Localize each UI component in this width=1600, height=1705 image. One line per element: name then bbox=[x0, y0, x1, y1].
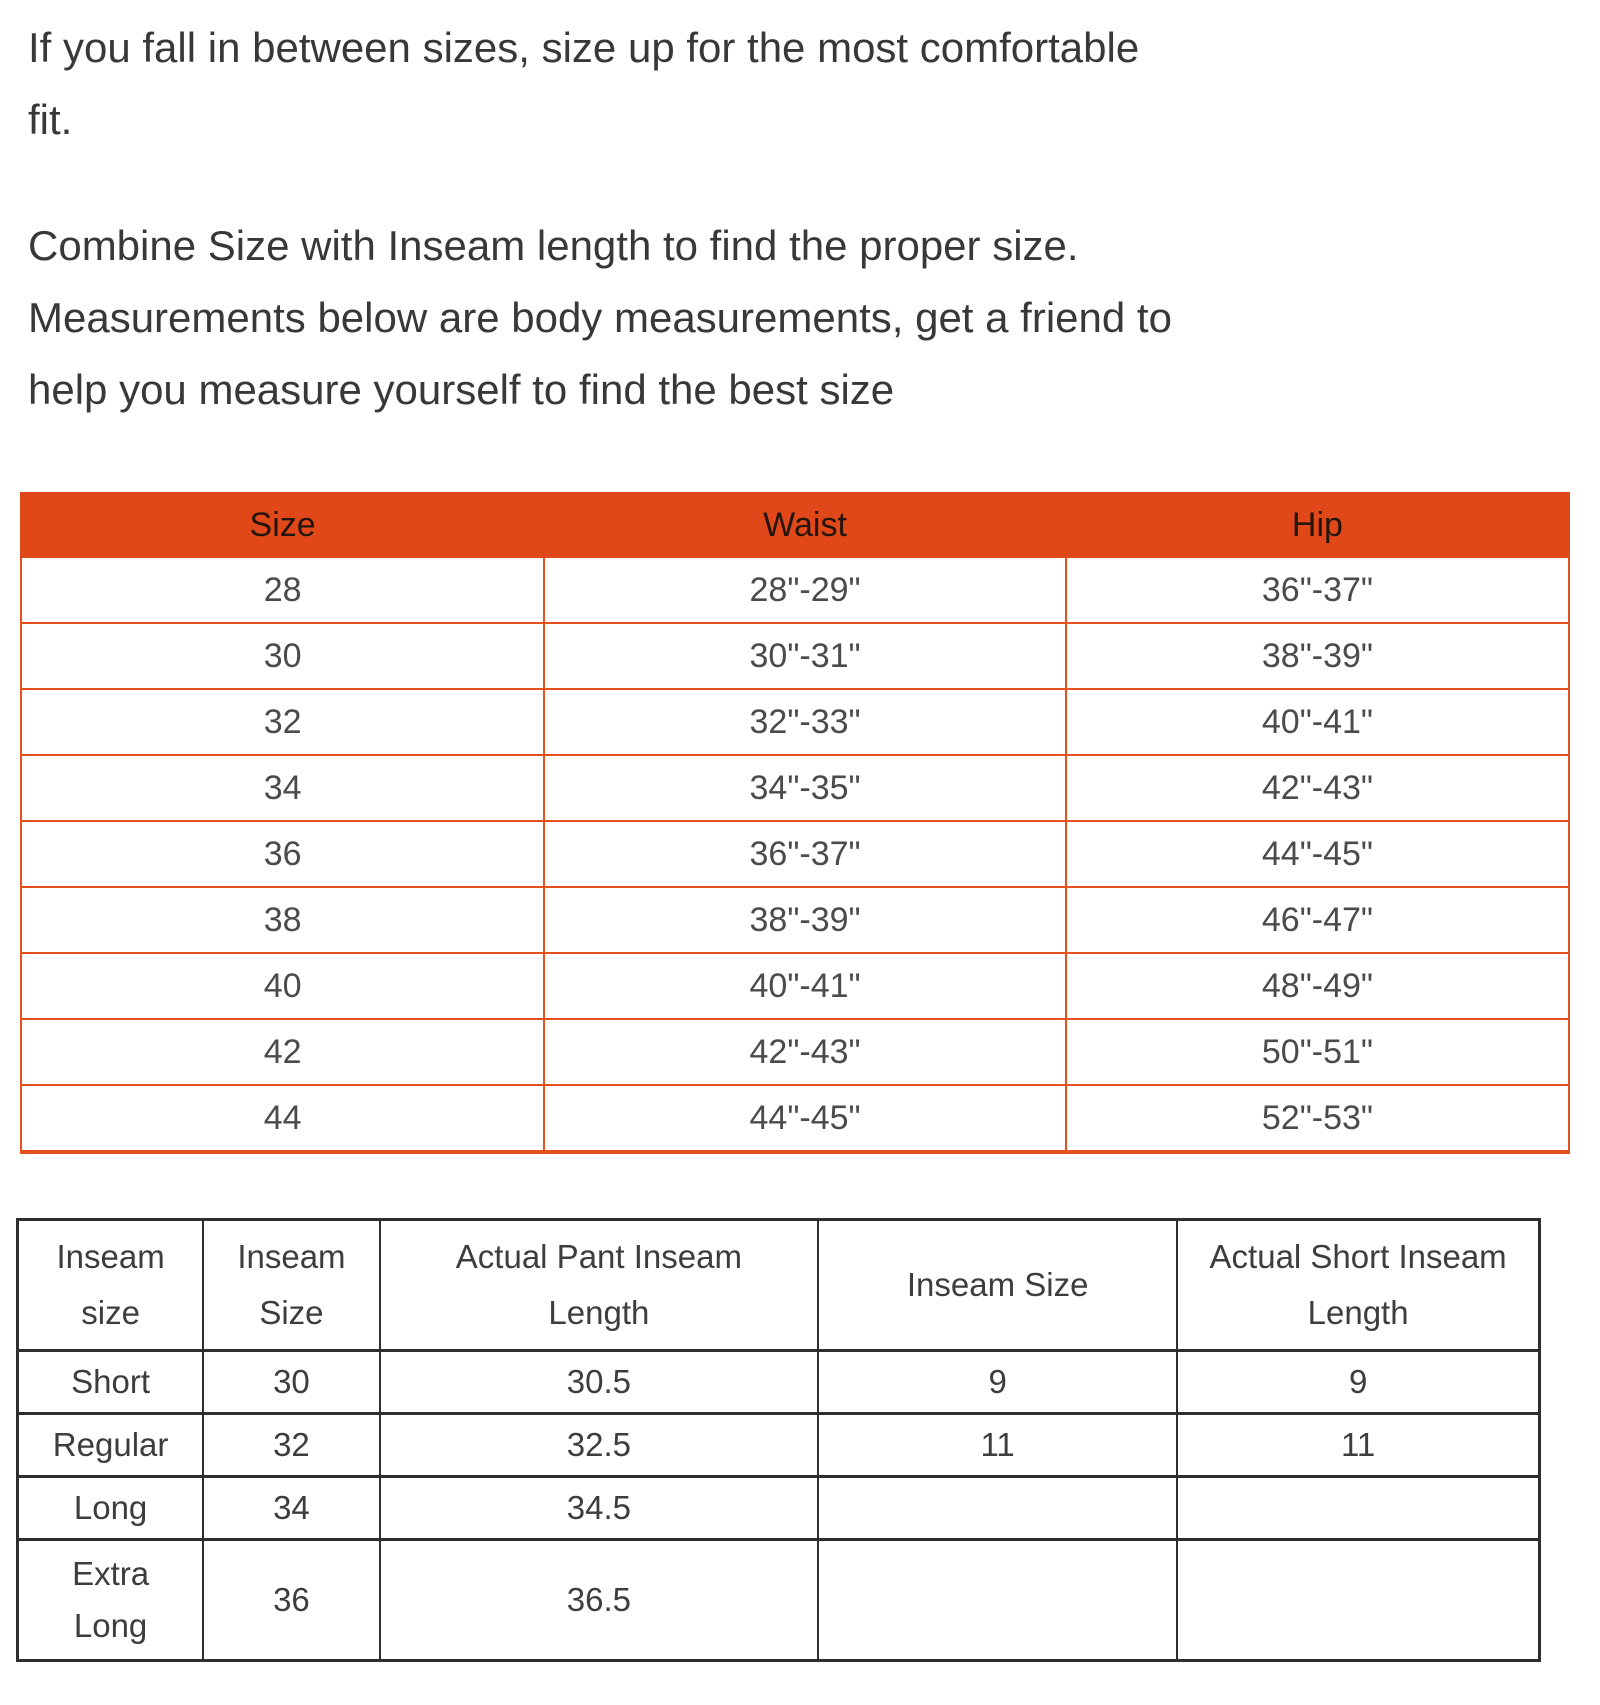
short-inseam-length-column-header: Actual Short Inseam Length bbox=[1177, 1220, 1539, 1351]
table-row bbox=[18, 1414, 1540, 1477]
short-inseam-length-cell bbox=[1177, 1477, 1539, 1540]
size-column-header: Size bbox=[21, 493, 544, 557]
size-cell: 40 bbox=[21, 953, 544, 1019]
short-inseam-size-cell: 9 bbox=[818, 1351, 1177, 1414]
table-row bbox=[21, 689, 1569, 755]
measure-note-paragraph bbox=[28, 210, 1570, 426]
waist-cell: 42"-43" bbox=[544, 1019, 1066, 1085]
inseam-size-cell: 30 bbox=[203, 1351, 380, 1414]
size-chart-header-row bbox=[21, 493, 1569, 557]
short-inseam-size-cell bbox=[818, 1477, 1177, 1540]
hip-cell: 44"-45" bbox=[1066, 821, 1569, 887]
inseam-size-cell: 34 bbox=[203, 1477, 380, 1540]
size-cell: 44 bbox=[21, 1085, 544, 1152]
short-inseam-length-cell: 9 bbox=[1177, 1351, 1539, 1414]
fit-note-paragraph bbox=[28, 12, 1570, 156]
hip-cell: 46"-47" bbox=[1066, 887, 1569, 953]
inseam-size-name-cell: Long bbox=[18, 1477, 204, 1540]
pant-inseam-length-column-header: Actual Pant Inseam Length bbox=[380, 1220, 818, 1351]
size-cell: 30 bbox=[21, 623, 544, 689]
waist-cell: 32"-33" bbox=[544, 689, 1066, 755]
table-row bbox=[21, 953, 1569, 1019]
pant-inseam-length-cell: 34.5 bbox=[380, 1477, 818, 1540]
text-line: Measurements below are body measurements, get a friend to bbox=[28, 294, 1172, 341]
hip-cell: 48"-49" bbox=[1066, 953, 1569, 1019]
text-line: If you fall in between sizes, size up for the most comfortable bbox=[28, 24, 1140, 71]
inseam-size-cell: 36 bbox=[203, 1540, 380, 1661]
inseam-size-column-header: Inseam Size bbox=[203, 1220, 380, 1351]
inseam-size-cell: 32 bbox=[203, 1414, 380, 1477]
text-line: help you measure yourself to find the best size bbox=[28, 366, 895, 413]
hip-cell: 52"-53" bbox=[1066, 1085, 1569, 1152]
table-row bbox=[21, 821, 1569, 887]
waist-cell: 28"-29" bbox=[544, 557, 1066, 623]
table-row bbox=[18, 1477, 1540, 1540]
hip-cell: 36"-37" bbox=[1066, 557, 1569, 623]
short-inseam-length-cell bbox=[1177, 1540, 1539, 1661]
pant-inseam-length-cell: 32.5 bbox=[380, 1414, 818, 1477]
short-inseam-size-cell bbox=[818, 1540, 1177, 1661]
waist-cell: 40"-41" bbox=[544, 953, 1066, 1019]
waist-cell: 44"-45" bbox=[544, 1085, 1066, 1152]
table-row bbox=[21, 557, 1569, 623]
inseam-size-column-header: Inseam size bbox=[18, 1220, 204, 1351]
waist-cell: 38"-39" bbox=[544, 887, 1066, 953]
size-cell: 36 bbox=[21, 821, 544, 887]
inseam-size-name-cell: Regular bbox=[18, 1414, 204, 1477]
waist-column-header: Waist bbox=[544, 493, 1066, 557]
short-inseam-size-cell: 11 bbox=[818, 1414, 1177, 1477]
text-line: fit. bbox=[28, 96, 73, 143]
table-row bbox=[21, 1085, 1569, 1152]
size-cell: 42 bbox=[21, 1019, 544, 1085]
table-row bbox=[18, 1540, 1540, 1661]
table-row bbox=[21, 887, 1569, 953]
waist-cell: 36"-37" bbox=[544, 821, 1066, 887]
size-cell: 34 bbox=[21, 755, 544, 821]
table-row bbox=[21, 623, 1569, 689]
inseam-chart-header-row bbox=[18, 1220, 1540, 1351]
hip-cell: 42"-43" bbox=[1066, 755, 1569, 821]
inseam-size-name-cell: Extra Long bbox=[18, 1540, 204, 1661]
table-row bbox=[18, 1351, 1540, 1414]
hip-column-header: Hip bbox=[1066, 493, 1569, 557]
inseam-size-column-header: Inseam Size bbox=[818, 1220, 1177, 1351]
short-inseam-length-cell: 11 bbox=[1177, 1414, 1539, 1477]
table-row bbox=[21, 755, 1569, 821]
inseam-chart-table bbox=[16, 1218, 1541, 1662]
pant-inseam-length-cell: 36.5 bbox=[380, 1540, 818, 1661]
hip-cell: 50"-51" bbox=[1066, 1019, 1569, 1085]
pant-inseam-length-cell: 30.5 bbox=[380, 1351, 818, 1414]
waist-cell: 34"-35" bbox=[544, 755, 1066, 821]
size-chart-table bbox=[20, 492, 1570, 1154]
size-cell: 32 bbox=[21, 689, 544, 755]
size-cell: 38 bbox=[21, 887, 544, 953]
size-cell: 28 bbox=[21, 557, 544, 623]
hip-cell: 40"-41" bbox=[1066, 689, 1569, 755]
hip-cell: 38"-39" bbox=[1066, 623, 1569, 689]
inseam-size-name-cell: Short bbox=[18, 1351, 204, 1414]
text-line: Combine Size with Inseam length to find the proper size. bbox=[28, 222, 1079, 269]
table-row bbox=[21, 1019, 1569, 1085]
waist-cell: 30"-31" bbox=[544, 623, 1066, 689]
